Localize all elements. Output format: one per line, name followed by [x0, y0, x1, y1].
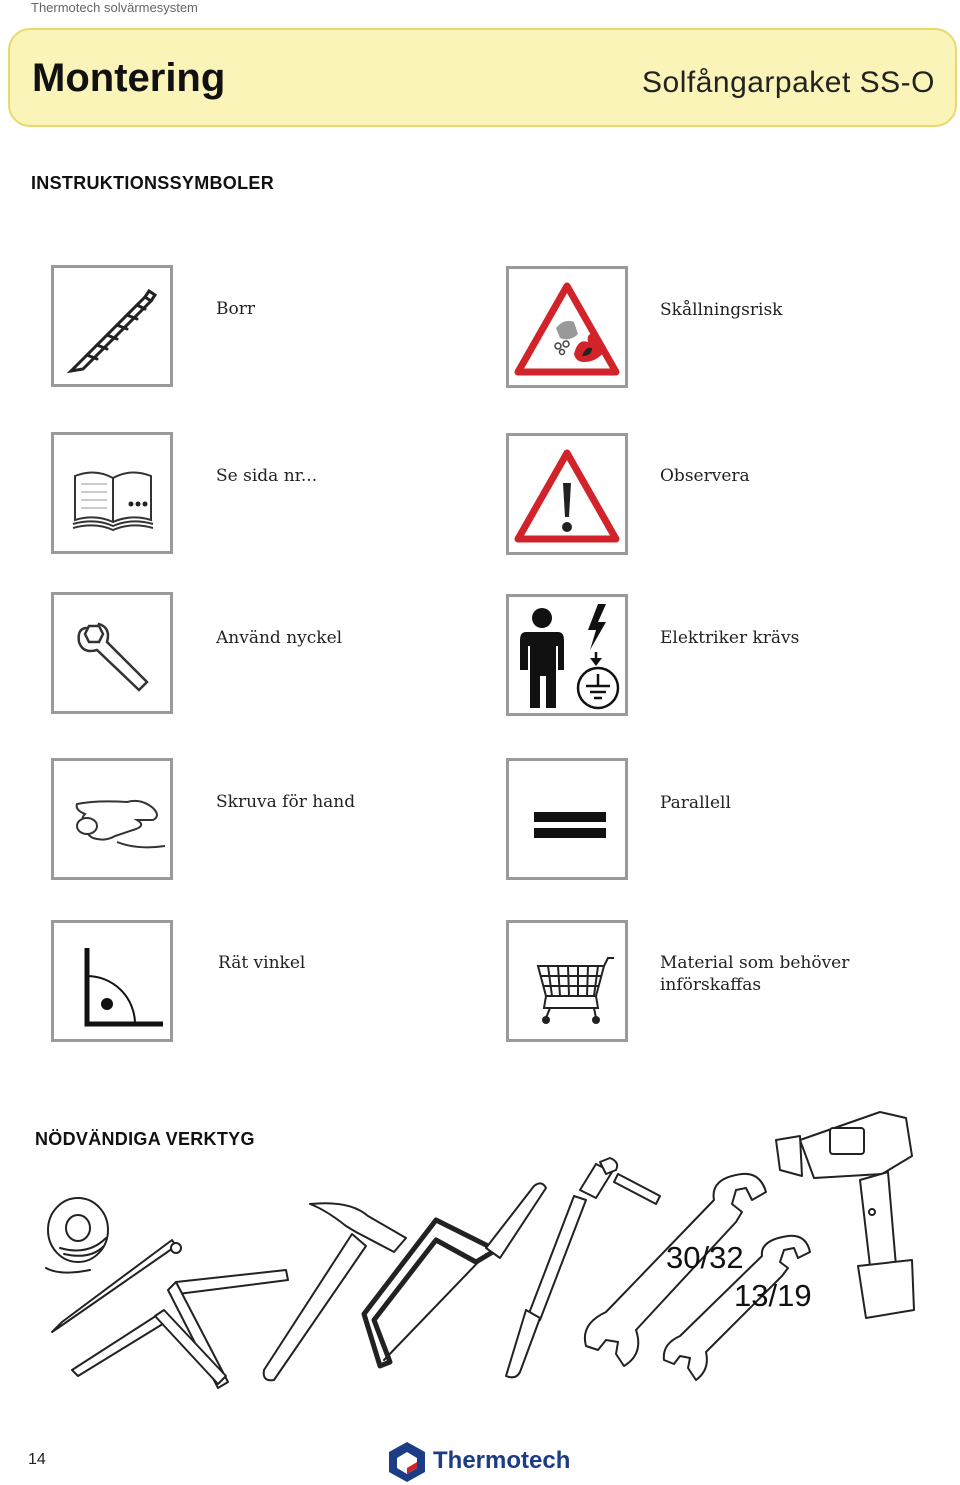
- symbol-label-parallell: Parallell: [660, 793, 731, 813]
- book-icon: [51, 432, 173, 554]
- wrench-size-small: 13/19: [734, 1278, 812, 1313]
- wrench-icon: [51, 592, 173, 714]
- symbol-label-skruva-for-hand: Skruva för hand: [216, 792, 356, 812]
- thermotech-logo: [387, 1440, 587, 1484]
- tools-illustration: [0, 1100, 960, 1410]
- symbol-label-borr: Borr: [216, 299, 255, 319]
- parallel-icon: [506, 758, 628, 880]
- symbol-label-material: Material som behöver införskaffas: [660, 953, 850, 995]
- symbol-label-anvand-nyckel: Använd nyckel: [216, 628, 343, 648]
- page-number: 14: [28, 1451, 46, 1468]
- exclamation-warning-icon: [506, 433, 628, 555]
- page-header: [8, 28, 957, 127]
- symbol-label-elektriker: Elektriker krävs: [660, 628, 800, 648]
- electrician-icon: [506, 594, 628, 716]
- symbol-label-rat-vinkel: Rät vinkel: [218, 953, 306, 973]
- right-angle-icon: [51, 920, 173, 1042]
- product-name: Solfångarpaket SS-O: [642, 66, 935, 99]
- scald-warning-icon: [506, 266, 628, 388]
- thermotech-logo-mark: [387, 1440, 427, 1484]
- spool-icon: [46, 1198, 108, 1273]
- symbol-label-se-sida: Se sida nr...: [216, 466, 318, 486]
- tools-section-heading: NÖDVÄNDIGA VERKTYG: [35, 1129, 255, 1149]
- symbol-label-skallningsrisk: Skållningsrisk: [660, 300, 783, 320]
- page-title: Montering: [32, 56, 226, 100]
- brand-name: Thermotech: [433, 1447, 571, 1474]
- hand-screw-icon: [51, 758, 173, 880]
- document-series-label: Thermotech solvärmesystem: [31, 0, 198, 15]
- wrench-size-large: 30/32: [666, 1240, 744, 1275]
- symbol-label-observera: Observera: [660, 466, 750, 486]
- drill-bit-icon: [51, 265, 173, 387]
- folding-ruler-icon: [72, 1270, 288, 1388]
- symbols-section-heading: INSTRUKTIONSSYMBOLER: [31, 173, 275, 193]
- shopping-cart-icon: [506, 920, 628, 1042]
